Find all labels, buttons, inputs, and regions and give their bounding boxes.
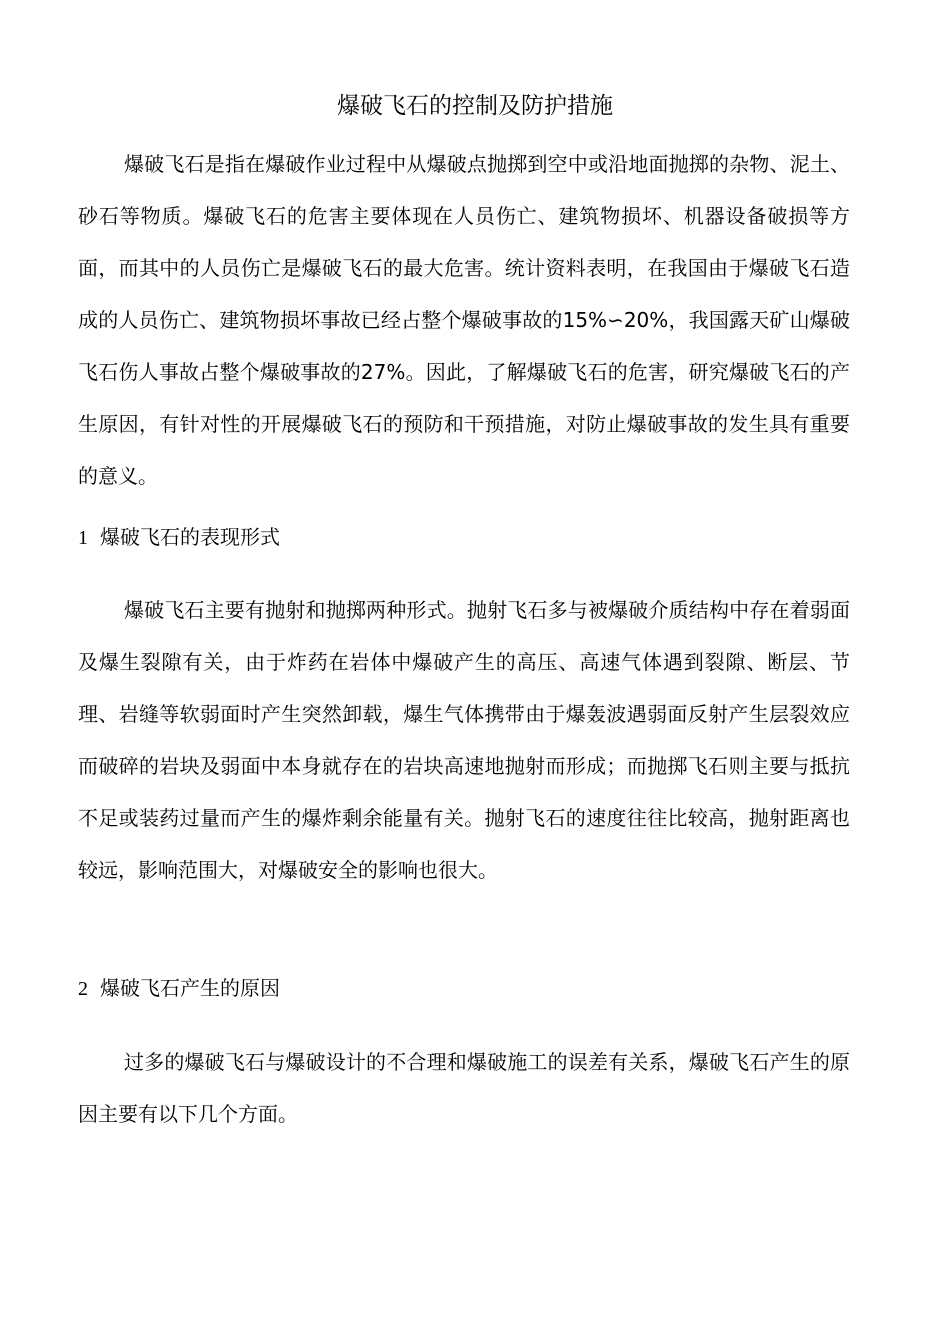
document-title: 爆破飞石的控制及防护措施	[337, 93, 613, 119]
section-2-paragraph: 过多的爆破飞石与爆破设计的不合理和爆破施工的误差有关系，爆破飞石产生的原因主要有以下几个方面。	[78, 1050, 850, 1126]
section-1-paragraph: 爆破飞石主要有抛射和抛掷两种形式。抛射飞石多与被爆破介质结构中存在着弱面及爆生裂隙有关，由于炸药在岩体中爆破产生的高压、高速气体遇到裂隙、断层、节理、岩缝等软弱面时产生突然卸载，爆生气体携带由于爆轰波遇弱面反射产生层裂效应而破碎的岩块及弱面中本身就存在的岩块高速地抛射而形成；而抛掷飞石则主要与抵抗不足或装药过量而产生的爆炸剩余能量有关。抛射飞石的速度往往比较高，抛射距离也较远，影响范围大，对爆破安全的影响也很大。	[78, 598, 850, 882]
section-number: 2	[78, 978, 88, 1000]
section-number: 1	[78, 527, 88, 549]
section-heading-1	[78, 517, 850, 558]
section-title: 爆破飞石的表现形式	[100, 525, 280, 549]
section-heading-2	[78, 968, 850, 1009]
section-title: 爆破飞石产生的原因	[100, 976, 280, 1000]
intro-paragraph: 爆破飞石是指在爆破作业过程中从爆破点抛掷到空中或沿地面抛掷的杂物、泥土、砂石等物质。爆破飞石的危害主要体现在人员伤亡、建筑物损坏、机器设备破损等方面，而其中的人员伤亡是爆破飞石的最大危害。统计资料表明，在我国由于爆破飞石造成的人员伤亡、建筑物损坏事故已经占整个爆破事故的15%∽20%，我国露天矿山爆破飞石伤人事故占整个爆破事故的27%。因此，了解爆破飞石的危害，研究爆破飞石的产生原因，有针对性的开展爆破飞石的预防和干预措施，对防止爆破事故的发生具有重要的意义。	[78, 152, 850, 488]
